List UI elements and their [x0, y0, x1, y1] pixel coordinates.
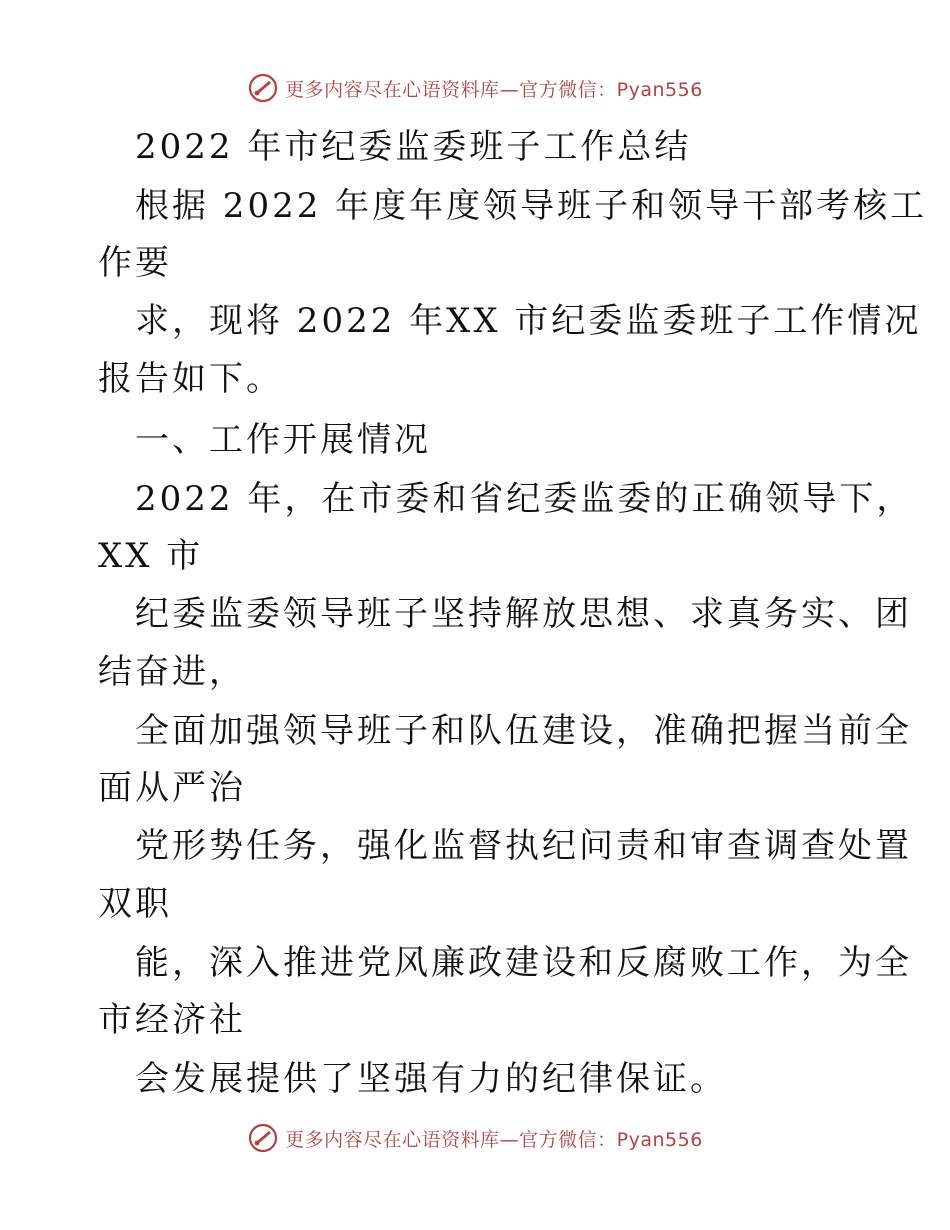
footer-watermark	[0, 1122, 950, 1154]
paragraph-line: 作要	[98, 243, 172, 283]
paragraph-line: 面从严治	[98, 768, 246, 808]
header-watermark	[0, 72, 950, 104]
paragraph-line: 会发展提供了坚强有力的纪律保证。	[135, 1059, 727, 1099]
paragraph-line: 求，现将 2022 年XX 市纪委监委班子工作情况	[135, 301, 922, 341]
paragraph-line: 2022 年，在市委和省纪委监委的正确领导下，	[135, 479, 914, 519]
document-title: 2022 年市纪委监委班子工作总结	[135, 127, 692, 167]
paragraph-line: 报告如下。	[98, 359, 283, 399]
paragraph-line: XX 市	[98, 536, 204, 576]
paragraph-line: 党形势任务，强化监督执纪问责和审查调查处置	[135, 826, 912, 866]
seal-logo-icon	[247, 1122, 279, 1154]
paragraph-line: 纪委监委领导班子坚持解放思想、求真务实、团	[135, 594, 912, 634]
watermark-text: 更多内容尽在心语资料库—官方微信：Pyan556	[285, 78, 703, 101]
paragraph-line: 市经济社	[98, 1000, 246, 1040]
section-heading: 一、工作开展情况	[135, 420, 431, 460]
watermark-text: 更多内容尽在心语资料库—官方微信：Pyan556	[285, 1128, 703, 1151]
paragraph-line: 结奋进，	[98, 652, 246, 692]
paragraph-line: 根据 2022 年度年度领导班子和领导干部考核工	[135, 186, 928, 226]
paragraph-line: 能，深入推进党风廉政建设和反腐败工作，为全	[135, 943, 912, 983]
paragraph-line: 全面加强领导班子和队伍建设，准确把握当前全	[135, 711, 912, 751]
paragraph-line: 双职	[98, 884, 172, 924]
seal-logo-icon	[247, 72, 279, 104]
